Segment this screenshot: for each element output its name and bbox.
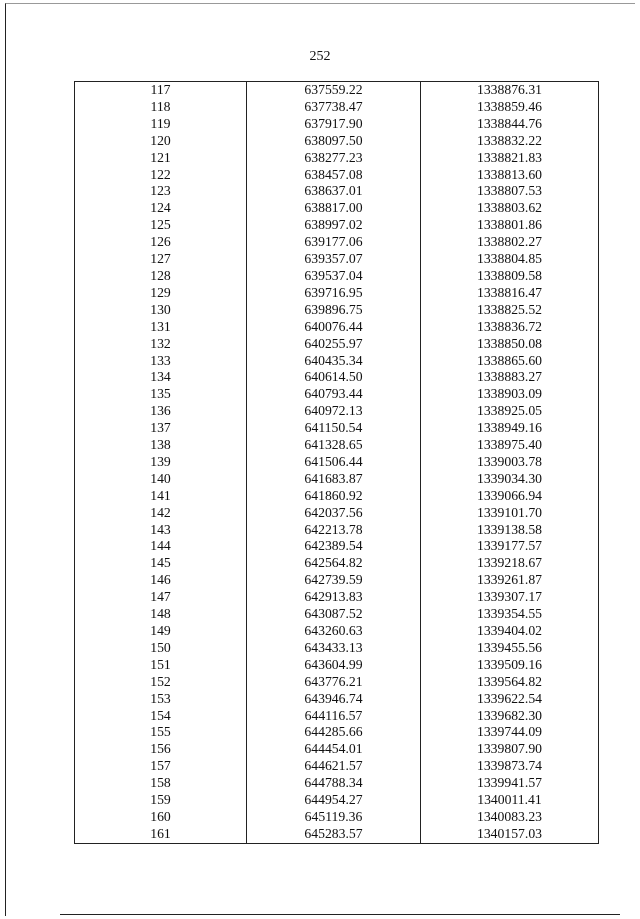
y-coordinate-cell: 1340157.03: [421, 826, 599, 843]
x-coordinate-cell: 638637.01: [247, 183, 421, 200]
point-number-cell: 141: [75, 488, 247, 505]
x-coordinate-cell: 639896.75: [247, 302, 421, 319]
x-coordinate-cell: 644285.66: [247, 724, 421, 741]
y-coordinate-cell: 1339807.90: [421, 741, 599, 758]
y-coordinate-cell: 1339455.56: [421, 640, 599, 657]
page-number: 252: [309, 49, 331, 64]
point-number-cell: 161: [75, 826, 247, 843]
y-coordinate-cell: 1339564.82: [421, 674, 599, 691]
x-coordinate-cell: 644454.01: [247, 741, 421, 758]
y-coordinate-cell: 1338925.05: [421, 403, 599, 420]
point-number-cell: 120: [75, 133, 247, 150]
point-number-cell: 125: [75, 217, 247, 234]
y-coordinate-cell: 1339177.57: [421, 538, 599, 555]
x-coordinate-cell: 643604.99: [247, 657, 421, 674]
y-coordinate-cell: 1340083.23: [421, 809, 599, 826]
table-row: [75, 471, 599, 488]
y-coordinate-cell: 1339307.17: [421, 589, 599, 606]
point-number-cell: 150: [75, 640, 247, 657]
x-coordinate-cell: 640076.44: [247, 319, 421, 336]
point-number-cell: 128: [75, 268, 247, 285]
table-row: [75, 657, 599, 674]
point-number-cell: 136: [75, 403, 247, 420]
table-row: [75, 319, 599, 336]
x-coordinate-cell: 644788.34: [247, 775, 421, 792]
point-number-cell: 155: [75, 724, 247, 741]
x-coordinate-cell: 638277.23: [247, 150, 421, 167]
point-number-cell: 122: [75, 167, 247, 184]
point-number-cell: 153: [75, 691, 247, 708]
table-row: [75, 437, 599, 454]
table-row: [75, 386, 599, 403]
x-coordinate-cell: 645119.36: [247, 809, 421, 826]
y-coordinate-cell: 1338809.58: [421, 268, 599, 285]
table-row: [75, 403, 599, 420]
x-coordinate-cell: 644621.57: [247, 758, 421, 775]
y-coordinate-cell: 1338836.72: [421, 319, 599, 336]
table-row: [75, 724, 599, 741]
y-coordinate-cell: 1338802.27: [421, 234, 599, 251]
table-row: [75, 741, 599, 758]
table-row: [75, 522, 599, 539]
y-coordinate-cell: 1339873.74: [421, 758, 599, 775]
table-row: [75, 708, 599, 725]
x-coordinate-cell: 642037.56: [247, 505, 421, 522]
y-coordinate-cell: 1338813.60: [421, 167, 599, 184]
x-coordinate-cell: 641506.44: [247, 454, 421, 471]
table-row: [75, 133, 599, 150]
y-coordinate-cell: 1340011.41: [421, 792, 599, 809]
table-row: [75, 538, 599, 555]
point-number-cell: 144: [75, 538, 247, 555]
x-coordinate-cell: 639716.95: [247, 285, 421, 302]
y-coordinate-cell: 1338883.27: [421, 369, 599, 386]
table-row: [75, 302, 599, 319]
table-row: [75, 589, 599, 606]
point-number-cell: 140: [75, 471, 247, 488]
point-number-cell: 157: [75, 758, 247, 775]
x-coordinate-cell: 639537.04: [247, 268, 421, 285]
y-coordinate-cell: 1339138.58: [421, 522, 599, 539]
x-coordinate-cell: 643433.13: [247, 640, 421, 657]
x-coordinate-cell: 641328.65: [247, 437, 421, 454]
x-coordinate-cell: 639357.07: [247, 251, 421, 268]
x-coordinate-cell: 643946.74: [247, 691, 421, 708]
point-number-cell: 119: [75, 116, 247, 133]
coordinate-table: [74, 81, 599, 844]
point-number-cell: 152: [75, 674, 247, 691]
x-coordinate-cell: 640435.34: [247, 353, 421, 370]
x-coordinate-cell: 637917.90: [247, 116, 421, 133]
table-row: [75, 82, 599, 99]
table-row: [75, 369, 599, 386]
y-coordinate-cell: 1339003.78: [421, 454, 599, 471]
point-number-cell: 126: [75, 234, 247, 251]
y-coordinate-cell: 1338949.16: [421, 420, 599, 437]
y-coordinate-cell: 1339404.02: [421, 623, 599, 640]
table-row: [75, 99, 599, 116]
table-row: [75, 420, 599, 437]
x-coordinate-cell: 637559.22: [247, 82, 421, 99]
y-coordinate-cell: 1339509.16: [421, 657, 599, 674]
table-row: [75, 251, 599, 268]
table-row: [75, 555, 599, 572]
x-coordinate-cell: 641150.54: [247, 420, 421, 437]
x-coordinate-cell: 639177.06: [247, 234, 421, 251]
x-coordinate-cell: 642913.83: [247, 589, 421, 606]
table-row: [75, 809, 599, 826]
table-row: [75, 268, 599, 285]
point-number-cell: 143: [75, 522, 247, 539]
y-coordinate-cell: 1338975.40: [421, 437, 599, 454]
table-row: [75, 623, 599, 640]
y-coordinate-cell: 1339354.55: [421, 606, 599, 623]
table-row: [75, 775, 599, 792]
x-coordinate-cell: 640255.97: [247, 336, 421, 353]
table-row: [75, 150, 599, 167]
point-number-cell: 127: [75, 251, 247, 268]
x-coordinate-cell: 641860.92: [247, 488, 421, 505]
table-row: [75, 606, 599, 623]
point-number-cell: 117: [75, 82, 247, 99]
point-number-cell: 138: [75, 437, 247, 454]
y-coordinate-cell: 1338825.52: [421, 302, 599, 319]
y-coordinate-cell: 1338803.62: [421, 200, 599, 217]
point-number-cell: 118: [75, 99, 247, 116]
x-coordinate-cell: 640614.50: [247, 369, 421, 386]
x-coordinate-cell: 642389.54: [247, 538, 421, 555]
point-number-cell: 133: [75, 353, 247, 370]
y-coordinate-cell: 1339744.09: [421, 724, 599, 741]
x-coordinate-cell: 641683.87: [247, 471, 421, 488]
table-row: [75, 167, 599, 184]
y-coordinate-cell: 1338807.53: [421, 183, 599, 200]
table-row: [75, 572, 599, 589]
point-number-cell: 121: [75, 150, 247, 167]
x-coordinate-cell: 637738.47: [247, 99, 421, 116]
y-coordinate-cell: 1338850.08: [421, 336, 599, 353]
point-number-cell: 146: [75, 572, 247, 589]
y-coordinate-cell: 1339101.70: [421, 505, 599, 522]
table-row: [75, 217, 599, 234]
table-row: [75, 488, 599, 505]
point-number-cell: 158: [75, 775, 247, 792]
point-number-cell: 124: [75, 200, 247, 217]
table-row: [75, 454, 599, 471]
table-row: [75, 640, 599, 657]
point-number-cell: 147: [75, 589, 247, 606]
y-coordinate-cell: 1338903.09: [421, 386, 599, 403]
y-coordinate-cell: 1339941.57: [421, 775, 599, 792]
x-coordinate-cell: 642739.59: [247, 572, 421, 589]
x-coordinate-cell: 638817.00: [247, 200, 421, 217]
point-number-cell: 148: [75, 606, 247, 623]
y-coordinate-cell: 1338844.76: [421, 116, 599, 133]
y-coordinate-cell: 1338832.22: [421, 133, 599, 150]
x-coordinate-cell: 645283.57: [247, 826, 421, 843]
y-coordinate-cell: 1339682.30: [421, 708, 599, 725]
x-coordinate-cell: 643776.21: [247, 674, 421, 691]
y-coordinate-cell: 1339066.94: [421, 488, 599, 505]
table-row: [75, 234, 599, 251]
point-number-cell: 151: [75, 657, 247, 674]
point-number-cell: 160: [75, 809, 247, 826]
point-number-cell: 139: [75, 454, 247, 471]
y-coordinate-cell: 1339261.87: [421, 572, 599, 589]
table-row: [75, 505, 599, 522]
x-coordinate-cell: 638457.08: [247, 167, 421, 184]
x-coordinate-cell: 644954.27: [247, 792, 421, 809]
point-number-cell: 145: [75, 555, 247, 572]
table-row: [75, 826, 599, 843]
x-coordinate-cell: 640793.44: [247, 386, 421, 403]
x-coordinate-cell: 638097.50: [247, 133, 421, 150]
y-coordinate-cell: 1339218.67: [421, 555, 599, 572]
y-coordinate-cell: 1338816.47: [421, 285, 599, 302]
y-coordinate-cell: 1339034.30: [421, 471, 599, 488]
y-coordinate-cell: 1338801.86: [421, 217, 599, 234]
x-coordinate-cell: 642564.82: [247, 555, 421, 572]
x-coordinate-cell: 642213.78: [247, 522, 421, 539]
point-number-cell: 149: [75, 623, 247, 640]
table-row: [75, 792, 599, 809]
table-row: [75, 353, 599, 370]
point-number-cell: 134: [75, 369, 247, 386]
point-number-cell: 154: [75, 708, 247, 725]
x-coordinate-cell: 640972.13: [247, 403, 421, 420]
point-number-cell: 137: [75, 420, 247, 437]
point-number-cell: 129: [75, 285, 247, 302]
y-coordinate-cell: 1338876.31: [421, 82, 599, 99]
x-coordinate-cell: 643260.63: [247, 623, 421, 640]
page-bottom-rule: [60, 914, 620, 915]
point-number-cell: 130: [75, 302, 247, 319]
table-row: [75, 336, 599, 353]
x-coordinate-cell: 638997.02: [247, 217, 421, 234]
point-number-cell: 131: [75, 319, 247, 336]
table-row: [75, 691, 599, 708]
y-coordinate-cell: 1338859.46: [421, 99, 599, 116]
table-row: [75, 200, 599, 217]
table-row: [75, 183, 599, 200]
point-number-cell: 132: [75, 336, 247, 353]
point-number-cell: 142: [75, 505, 247, 522]
table-row: [75, 285, 599, 302]
point-number-cell: 135: [75, 386, 247, 403]
coordinate-table-body: [75, 82, 599, 844]
y-coordinate-cell: 1338865.60: [421, 353, 599, 370]
y-coordinate-cell: 1338804.85: [421, 251, 599, 268]
y-coordinate-cell: 1338821.83: [421, 150, 599, 167]
table-row: [75, 758, 599, 775]
table-row: [75, 674, 599, 691]
x-coordinate-cell: 644116.57: [247, 708, 421, 725]
point-number-cell: 123: [75, 183, 247, 200]
table-row: [75, 116, 599, 133]
point-number-cell: 159: [75, 792, 247, 809]
point-number-cell: 156: [75, 741, 247, 758]
y-coordinate-cell: 1339622.54: [421, 691, 599, 708]
x-coordinate-cell: 643087.52: [247, 606, 421, 623]
